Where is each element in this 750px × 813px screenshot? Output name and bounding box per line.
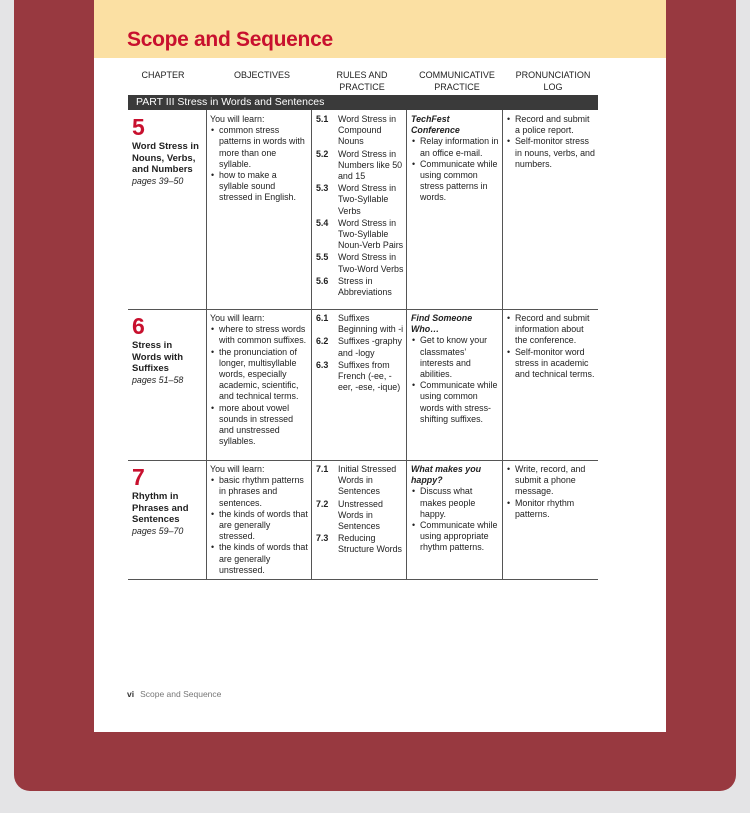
rule-number: 5.6: [316, 275, 329, 286]
chapter-number: 5: [132, 114, 145, 140]
communicative-cell: [411, 114, 499, 204]
objective-item: • where to stress words with common suffixes.: [210, 324, 308, 346]
rule-row: [316, 114, 404, 148]
rule-row: [316, 183, 404, 217]
chapter-pages: pages 59–70: [132, 525, 184, 536]
objective-item: • more about vowel sounds in stressed and unstressed syllables.: [210, 403, 308, 448]
log-item: • Write, record, and submit a phone message.: [506, 464, 596, 498]
log-item: • Record and submit a police report.: [506, 114, 596, 136]
header-log: PRONUNCIATION LOG: [515, 70, 591, 92]
row-divider: [128, 579, 598, 580]
log-cell: [506, 313, 596, 380]
objectives-intro: You will learn:: [210, 114, 265, 124]
log-cell: [506, 114, 596, 170]
rule-row: [316, 499, 404, 533]
objectives-intro: You will learn:: [210, 464, 265, 474]
rule-number: 5.2: [316, 148, 329, 159]
rule-row: [316, 313, 404, 335]
rule-text: Word Stress in Compound Nouns: [338, 114, 397, 147]
rule-row: [316, 252, 404, 274]
chapter-title: Word Stress in Nouns, Verbs, and Numbers: [132, 141, 199, 175]
rule-text: Word Stress in Two-Syllable Verbs: [338, 183, 397, 216]
rule-row: [316, 533, 404, 555]
rules-cell: [316, 114, 404, 299]
book-page: [94, 0, 666, 732]
rule-number: 6.3: [316, 359, 329, 370]
page-title: Scope and Sequence: [127, 28, 333, 51]
objective-item: • common stress patterns in words with more than one syllable.: [210, 125, 308, 170]
rule-text: Stress in Abbreviations: [338, 275, 392, 298]
rule-text: Word Stress in Two-Syllable Noun-Verb Pairs: [338, 217, 404, 251]
page-number: vi: [127, 689, 135, 699]
rule-text: Suffixes from French (-ee, -eer, -ese, -ique): [338, 359, 401, 393]
objectives-cell: [210, 313, 308, 447]
practice-title: What makes you happy?: [411, 464, 482, 486]
rule-row: [316, 464, 404, 498]
rule-number: 6.2: [316, 336, 329, 347]
rule-number: 5.5: [316, 252, 329, 263]
practice-item: • Discuss what makes people happy.: [411, 486, 499, 520]
rule-row: [316, 218, 404, 252]
log-item: • Self-monitor stress in nouns, verbs, and numbers.: [506, 136, 596, 170]
rule-row: [316, 360, 404, 394]
column-divider: [206, 110, 207, 580]
rule-number: 5.1: [316, 114, 329, 124]
chapter-6-cell: [132, 315, 204, 386]
objective-item: • basic rhythm patterns in phrases and sentences.: [210, 475, 308, 509]
rule-row: [316, 149, 404, 183]
row-divider: [128, 460, 598, 461]
column-divider: [502, 110, 503, 580]
chapter-number: 7: [132, 464, 145, 490]
rules-cell: [316, 464, 404, 557]
chapter-7-cell: [132, 466, 204, 537]
rule-text: Suffixes -graphy and -logy: [338, 336, 402, 358]
practice-item: • Relay information in an office e-mail.: [411, 136, 499, 158]
objective-item: • the pronunciation of longer, multisyllable words, especially academic, scientific, and technical terms.: [210, 347, 308, 403]
header-communicative: COMMUNICATIVE PRACTICE: [419, 70, 495, 92]
objectives-cell: [210, 464, 308, 576]
rule-row: [316, 336, 404, 358]
rule-number: 7.3: [316, 533, 329, 544]
chapter-title: Stress in Words with Suffixes: [132, 340, 184, 374]
column-divider: [311, 110, 312, 580]
communicative-cell: [411, 313, 499, 425]
chapter-pages: pages 39–50: [132, 175, 184, 186]
rule-number: 7.1: [316, 464, 329, 474]
log-item: • Record and submit information about the conference.: [506, 313, 596, 347]
page-footer: [127, 689, 221, 699]
rule-text: Reducing Structure Words: [338, 533, 402, 555]
chapter-pages: pages 51–58: [132, 374, 184, 385]
log-item: • Self-monitor word stress in academic and technical terms.: [506, 347, 596, 381]
objective-item: • how to make a syllable sound stressed in English.: [210, 170, 308, 204]
objective-item: • the kinds of words that are generally unstressed.: [210, 542, 308, 576]
chapter-5-cell: [132, 116, 204, 187]
header-objectives: OBJECTIVES: [233, 70, 290, 80]
rule-number: 5.3: [316, 183, 329, 194]
part-bar: PART III Stress in Words and Sentences: [128, 95, 598, 110]
footer-label: Scope and Sequence: [140, 689, 222, 699]
communicative-cell: [411, 464, 499, 554]
practice-item: • Communicate while using common stress patterns in words.: [411, 159, 499, 204]
rule-text: Suffixes Beginning with -i: [338, 313, 404, 335]
rules-cell: [316, 313, 404, 394]
column-divider: [406, 110, 407, 580]
objectives-cell: [210, 114, 308, 204]
rule-text: Initial Stressed Words in Sentences: [338, 464, 397, 497]
practice-item: • Communicate while using appropriate rhythm patterns.: [411, 520, 499, 554]
rule-text: Word Stress in Numbers like 50 and 15: [338, 148, 403, 182]
chapter-title: Rhythm in Phrases and Sentences: [132, 491, 189, 525]
rule-text: Unstressed Words in Sentences: [338, 498, 383, 532]
header-rules: RULES AND PRACTICE: [336, 70, 388, 92]
rule-number: 7.2: [316, 498, 329, 509]
row-divider: [128, 309, 598, 310]
objectives-intro: You will learn:: [210, 313, 265, 323]
rule-text: Word Stress in Two-Word Verbs: [338, 252, 404, 274]
practice-title: Find Someone Who…: [411, 313, 473, 335]
log-cell: [506, 464, 596, 520]
rule-number: 5.4: [316, 217, 329, 228]
practice-title: TechFest Conference: [411, 114, 460, 136]
rule-row: [316, 276, 404, 298]
log-item: • Monitor rhythm patterns.: [506, 498, 596, 520]
rule-number: 6.1: [316, 313, 329, 323]
header-chapter: CHAPTER: [141, 70, 185, 80]
practice-item: • Get to know your classmates’ interests and abilities.: [411, 335, 499, 380]
objective-item: • the kinds of words that are generally stressed.: [210, 509, 308, 543]
chapter-number: 6: [132, 313, 145, 339]
practice-item: • Communicate while using common words with stress-shifting suffixes.: [411, 380, 499, 425]
